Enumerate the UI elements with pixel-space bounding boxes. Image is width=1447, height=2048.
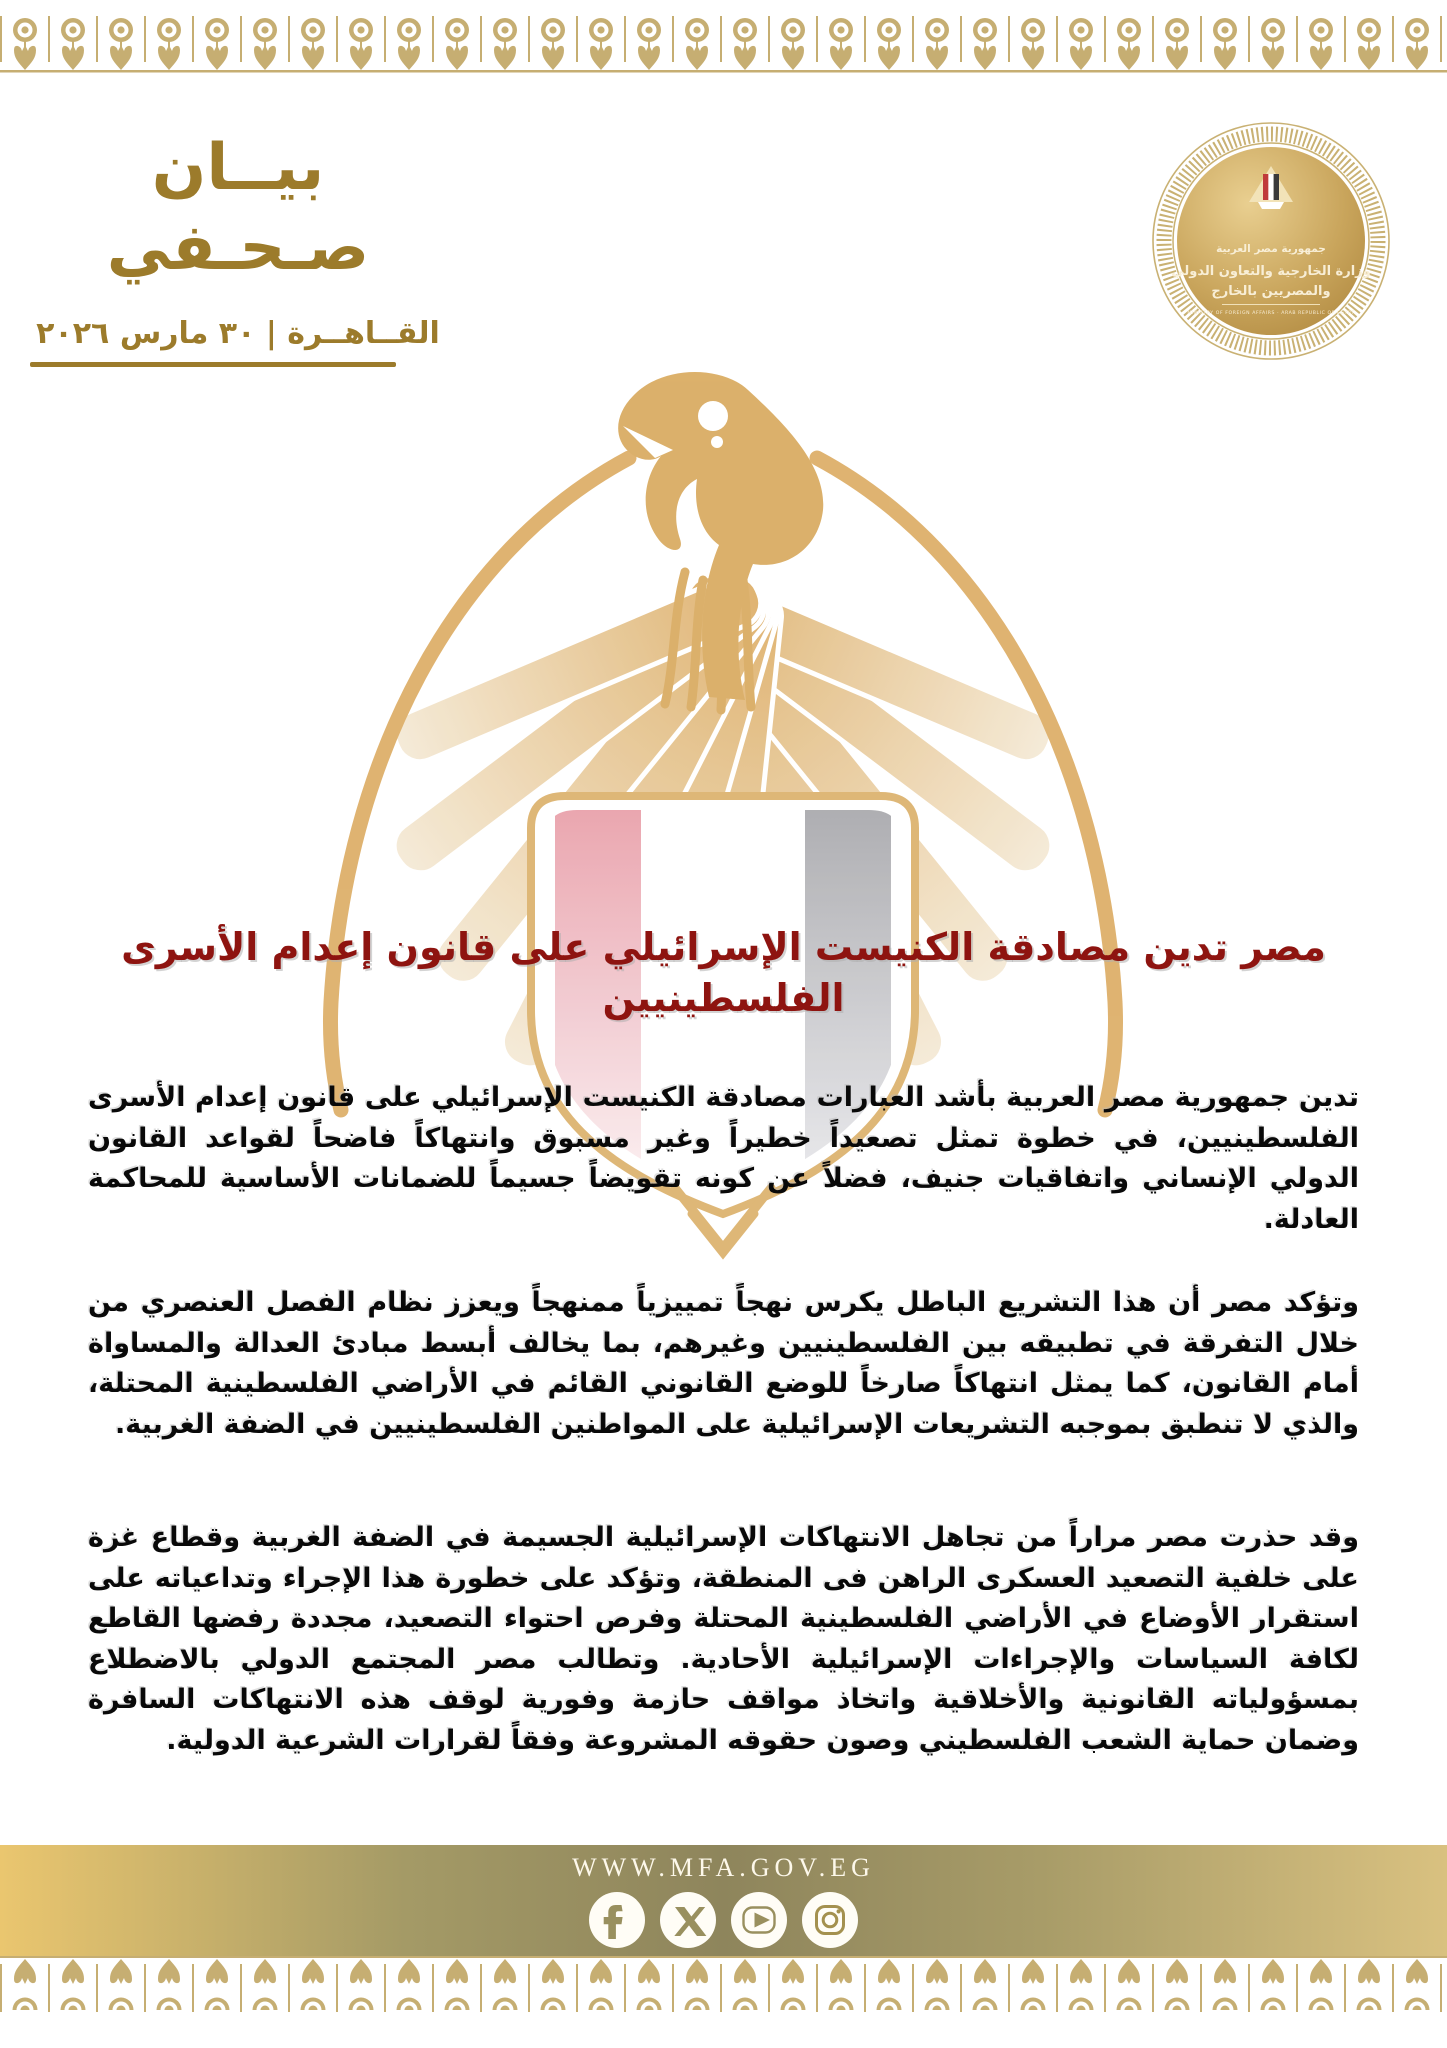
top-ornament-border (0, 16, 1447, 74)
youtube-icon[interactable] (730, 1891, 788, 1949)
x-icon[interactable] (659, 1891, 717, 1949)
statement-headline: مصر تدين مصادقة الكنيست الإسرائيلي على قانون إعدام الأسرى الفلسطينيين (121, 925, 1326, 1021)
instagram-icon[interactable] (801, 1891, 859, 1949)
statement-paragraph-3: وقد حذرت مصر مراراً من تجاهل الانتهاكات الإسرائيلية الجسيمة في الضفة الغربية وقطاع غزة على خلفية التصعيد العسكرى الراهن فى المنطقة، وتؤكد على خطورة هذا الإجراء وتداعياته على استقرار الأوضاع في الأراضي الفلسطينية المحتلة وفرص احتواء التصعيد، مجددة رفضها القاطع لكافة السياسات والإجراءات الإسرائيلية الأحادية. وتطالب مصر المجتمع الدولي بالاضطلاع بمسؤولياته القانونية والأخلاقية واتخاذ مواقف حازمة وفورية لوقف هذه الانتهاكات السافرة وضمان حماية الشعب الفلسطيني وصون حقوقه المشروعة وفقاً لقرارات الشرعية الدولية. (88, 1522, 1359, 1756)
header-block (28, 128, 448, 351)
statement-paragraph-1: تدين جمهورية مصر العربية بأشد العبارات مصادقة الكنيست الإسرائيلي على قانون إعدام الأسرى الفلسطينيين، في خطوة تمثل تصعيداً خطيراً وغير مسبوق وانتهاكاً فاضحاً لقواعد القانون الدولي الإنساني واتفاقيات جنيف، فضلاً عن كونه تقويضاً جسيماً للضمانات الأساسية للمحاكمة العادلة. (88, 1082, 1359, 1235)
seal-country-name: جمهورية مصر العربية (1216, 243, 1326, 255)
press-statement-title: بيــان صـحـفي (106, 131, 370, 285)
bottom-ornament-border (0, 1956, 1447, 2014)
ministry-seal (1150, 120, 1392, 362)
seal-ministry-name: وزارة الخارجية والتعاون الدولي (1171, 264, 1371, 279)
website-url[interactable]: WWW.MFA.GOV.EG (572, 1852, 875, 1882)
social-icons-row (588, 1891, 859, 1949)
seal-caption: MINISTRY OF FOREIGN AFFAIRS · ARAB REPUBLIC OF EGYPT (1187, 311, 1355, 316)
dateline: القــاهــرة | ٣٠ مارس ٢٠٢٦ (36, 316, 440, 351)
statement-paragraph-2: وتؤكد مصر أن هذا التشريع الباطل يكرس نهجاً تمييزياً ممنهجاً ويعزز نظام الفصل العنصري من خلال التفرقة في تطبيقه بين الفلسطينيين وغيرهم، بما يخالف أبسط مبادئ العدالة والمساواة أمام القانون، كما يمثل انتهاكاً صارخاً للوضع القانوني القائم في الأراضي الفلسطينية المحتلة، والذي لا تنطبق بموجبه التشريعات الإسرائيلية على المواطنين الفلسطينيين في الضفة الغربية. (88, 1287, 1359, 1440)
seal-ministry-name-2: والمصريين بالخارج (1211, 284, 1331, 299)
facebook-icon[interactable] (588, 1891, 646, 1949)
eagle-eye (698, 401, 728, 431)
footer-bar (0, 1845, 1447, 1956)
